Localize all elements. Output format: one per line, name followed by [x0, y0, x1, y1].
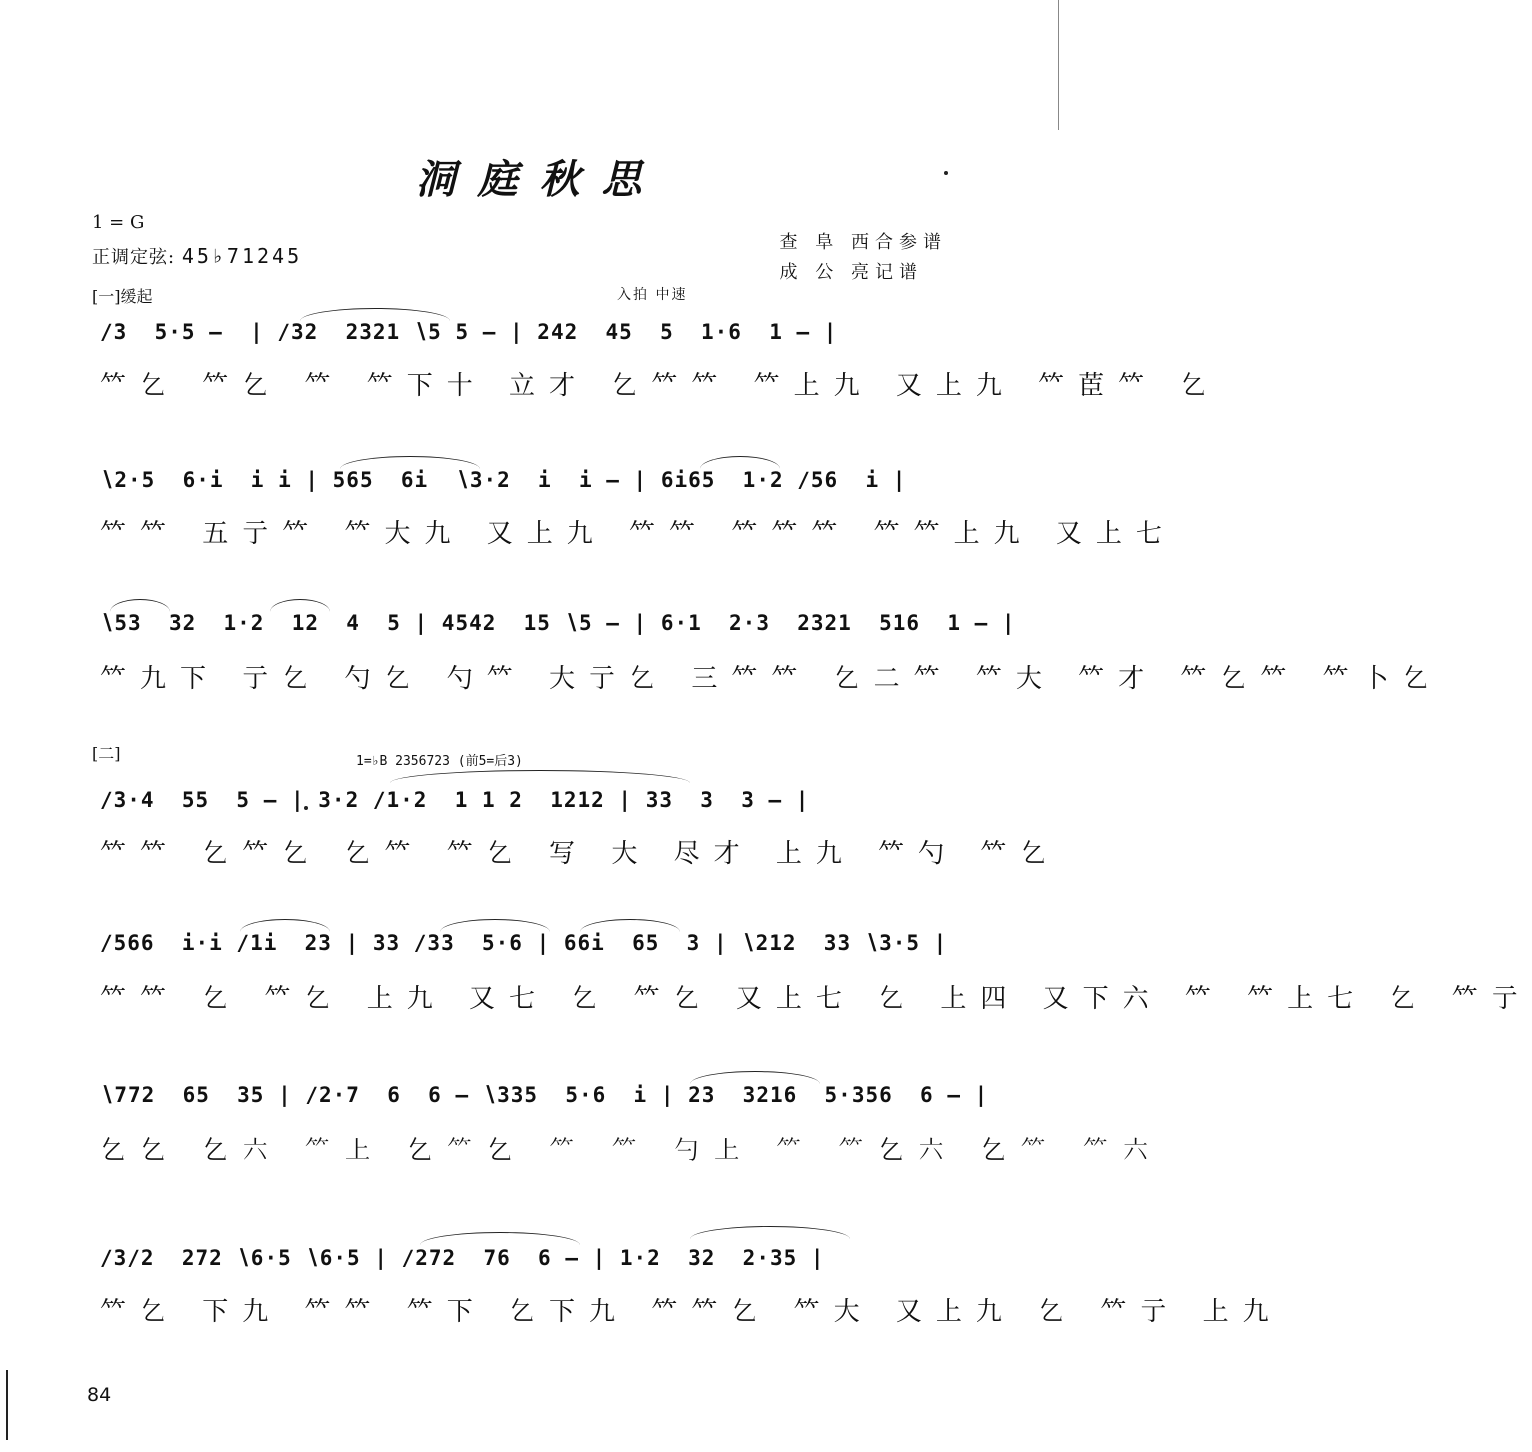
section-2-marker: [二]	[92, 744, 121, 763]
tablature-line: 𥫗𥫗 五亍𥫗 𥫗大九 又上九 𥫗𥫗 𥫗𥫗𥫗 𥫗𥫗上九 又上七	[100, 519, 1176, 549]
tablature-line: 𥫗𠃉 下九 𥫗𥫗 𥫗下 𠃉下九 𥫗𥫗𠃉 𥫗大 又上九 𠃉 𥫗亍 上九	[100, 1297, 1283, 1327]
scan-edge-mark	[6, 1370, 8, 1440]
slur	[690, 1226, 850, 1239]
slur	[300, 308, 450, 321]
notation-line: ∖2·5 6·i i i | 565 6i ∖3·2 i i — | 6i65 1·2 ∕56 i |	[100, 468, 907, 492]
credit-line-2: 成 公 亮记谱	[779, 262, 923, 283]
slur	[440, 919, 550, 932]
tablature-line: 𥫗𠃉 𥫗𠃉 𥫗 𥫗下十 立才 𠃉𥫗𥫗 𥫗上九 又上九 𥫗茞𥫗 𠃉	[100, 371, 1221, 401]
notation-line: ∖772 65 35 | ∕2·7 6 6 — ∖335 5·6 i | 23 3216 5·356 6 — |	[100, 1083, 989, 1107]
slur	[700, 456, 780, 469]
notation-line: ∕566 i·i ∕1i 23 | 33 ∕33 5·6 | 66i 65 3 | ∖212 33 ∖3·5 |	[100, 931, 948, 955]
slur	[340, 456, 480, 469]
tablature-line: 𥫗九下 亍𠃉 勺𠃉 勺𥫗 大亍𠃉 三𥫗𥫗 𠃉二𥫗 𥫗大 𥫗才 𥫗𠃉𥫗 𥫗卜𠃉	[100, 664, 1443, 694]
credit-line-1: 查 阜 西合参谱	[779, 232, 947, 253]
tuning-notes: 45♭71245	[181, 244, 303, 268]
tuning-line	[92, 243, 302, 269]
key-change-marking: 1=♭B 2356723 (前5=后3)	[356, 754, 523, 769]
slur	[580, 919, 680, 932]
notation-line: ∕3∕2 272 ∖6·5 ∖6·5 | ∕272 76 6 — | 1·2 32 2·35 |	[100, 1246, 825, 1270]
slur	[420, 1232, 580, 1245]
piece-title: 洞庭秋思	[415, 156, 664, 203]
page-number: 84	[87, 1384, 112, 1406]
slur	[390, 770, 690, 783]
notation-line: ∖53 32 1·2 12 4 5 | 4542 15 ∖5 — | 6·1 2·3 2321 516 1 — |	[100, 611, 1016, 635]
notation-line: ∕3·4 55 5 — | 3·2 ∕1·2 1 1 2 1212 | 33 3 3 — |	[100, 788, 810, 812]
tablature-line: 𥫗𥫗 𠃉𥫗𠃉 𠃉𥫗 𥫗𠃉 写 大 尽才 上九 𥫗勺 𥫗𠃉	[100, 839, 1061, 869]
tablature-line: 𥫗𥫗 𠃉 𥫗𠃉 上九 又七 𠃉 𥫗𠃉 又上七 𠃉 上四 又下六 𥫗 𥫗上七 𠃉 𥫗亍	[100, 984, 1532, 1014]
scan-edge-line	[1058, 0, 1059, 130]
tuning-label: 正调定弦:	[92, 247, 176, 268]
notation-line: ∕3 5·5 — | ∕32 2321 ∖5 5 — | 242 45 5 1·6 1 — |	[100, 320, 838, 344]
slur	[270, 599, 330, 612]
slur	[240, 919, 330, 932]
key-signature: 1 = G	[92, 212, 145, 233]
slur	[690, 1071, 820, 1084]
tablature-line: 𠃉𠃉 𠃉六 𥫗上 𠃉𥫗𠃉 𥫗 𥫗 勺上 𥫗 𥫗𠃉六 𠃉𥫗 𥫗六	[100, 1136, 1163, 1166]
credits	[780, 228, 947, 288]
slur	[110, 599, 170, 612]
tempo-marking: 入拍 中速	[617, 287, 688, 303]
section-1-marker: [一]缓起	[92, 287, 153, 306]
